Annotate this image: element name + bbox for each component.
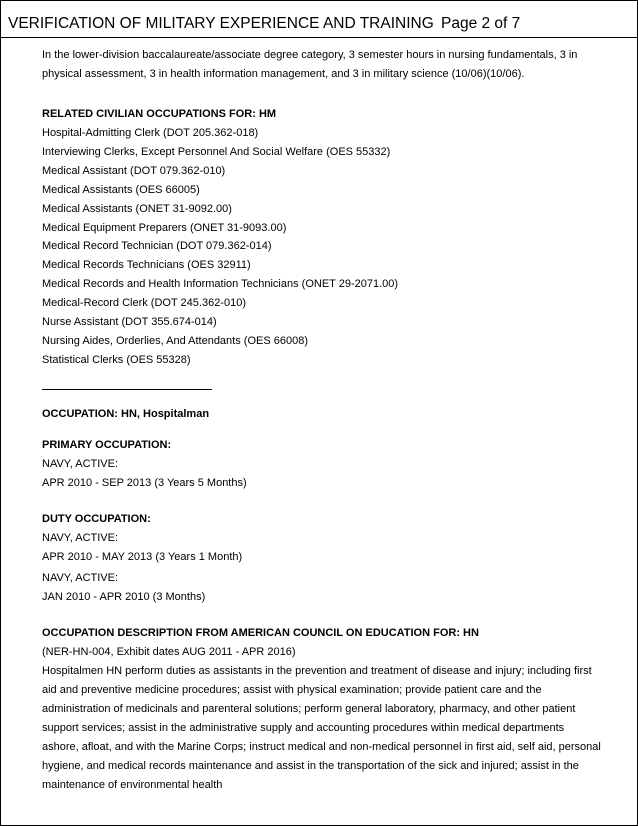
list-item: Nursing Aides, Orderlies, And Attendants (OES 66008) [42,334,308,347]
duty-dates: APR 2010 - MAY 2013 (3 Years 1 Month) [42,550,243,563]
page-number: Page 2 of 7 [441,15,521,32]
related-occupations-heading: RELATED CIVILIAN OCCUPATIONS FOR: HM [42,108,277,120]
list-item: Statistical Clerks (OES 55328) [42,353,191,366]
related-occupations-list [42,124,602,370]
occupation-description-section [42,624,602,795]
occupation-description-heading: OCCUPATION DESCRIPTION FROM AMERICAN COUNCIL ON EDUCATION FOR: HN [42,626,479,639]
page-header [1,13,637,38]
duty-occupation-heading: DUTY OCCUPATION: [42,512,151,525]
primary-occupation-heading: PRIMARY OCCUPATION: [42,438,172,451]
list-item: Medical Record Technician (DOT 079.362-014) [42,240,272,253]
occupation-description-body: Hospitalmen HN perform duties as assistants in the prevention and treatment of disease and injury; including first aid and preventive medicine procedures; assist with physical examination; provide patient care and the administration of medicinals and parenteral solutions; perform general laboratory, pharmacy, and other patient support services; assist in the administrative supply and accounting procedures within medical departments ashore, afloat, and with the Marine Corps; instruct medical and non-medical personnel in first aid, self aid, personal hygiene, and medical records maintenance and assist in the transportation of the sick and injured; assist in the maintenance of environmental health [42,664,601,791]
primary-service: NAVY, ACTIVE: [42,457,119,470]
list-item: Medical Assistants (OES 66005) [42,183,200,196]
list-item: Medical Assistants (ONET 31-9092.00) [42,202,232,215]
duty-occupation-section [42,510,602,607]
duty-service: NAVY, ACTIVE: [42,571,119,584]
list-item: Medical Records and Health Information Technicians (ONET 29-2071.00) [42,278,399,291]
related-occupations-section [42,105,602,370]
list-item: Medical-Record Clerk (DOT 245.362-010) [42,297,246,310]
list-item: Medical Assistant (DOT 079.362-010) [42,164,226,177]
duty-dates: JAN 2010 - APR 2010 (3 Months) [42,590,206,603]
list-item: Interviewing Clerks, Except Personnel And Social Welfare (OES 55332) [42,145,391,158]
list-item: Hospital-Admitting Clerk (DOT 205.362-018) [42,127,259,139]
list-item: Nurse Assistant (DOT 355.674-014) [42,316,217,329]
page-content [42,46,602,795]
list-item: Medical Equipment Preparers (ONET 31-9093.00) [42,221,287,234]
intro-paragraph: In the lower-division baccalaureate/associate degree category, 3 semester hours in nursing fundamentals, 3 in physical assessment, 3 in health information management, and 3 in military science (10/06)(10/06). [42,49,578,80]
section-divider [42,389,212,390]
duty-service: NAVY, ACTIVE: [42,531,119,544]
occupation-heading: OCCUPATION: HN, Hospitalman [42,407,210,420]
primary-occupation-section [42,436,602,493]
document-title: VERIFICATION OF MILITARY EXPERIENCE AND TRAINING [8,15,434,32]
list-item: Medical Records Technicians (OES 32911) [42,259,251,272]
primary-dates: APR 2010 - SEP 2013 (3 Years 5 Months) [42,476,247,489]
exhibit-reference: (NER-HN-004, Exhibit dates AUG 2011 - APR 2016) [42,645,296,658]
